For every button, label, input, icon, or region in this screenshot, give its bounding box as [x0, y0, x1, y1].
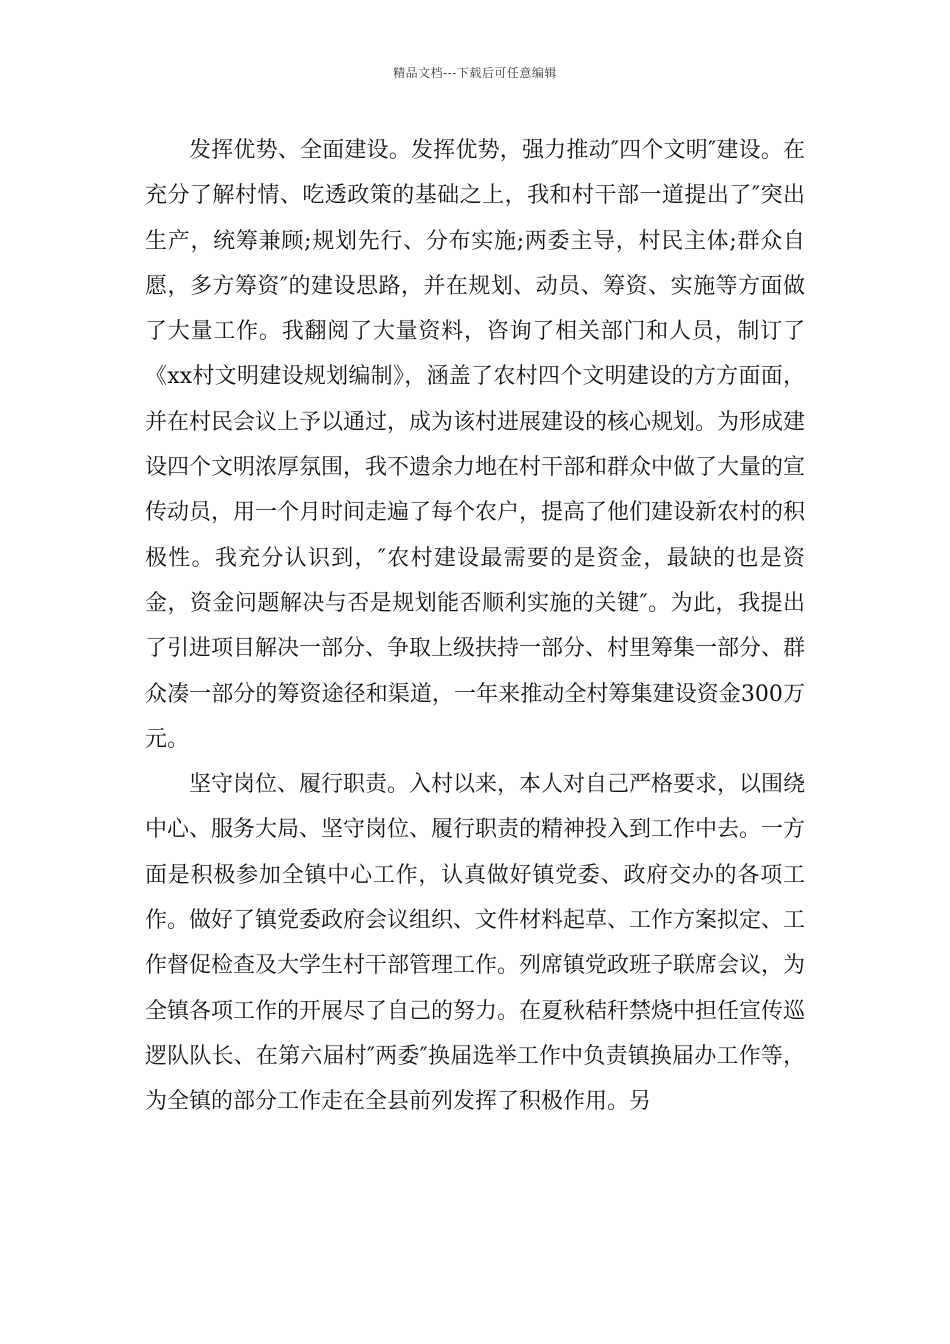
- paragraph-1: 发挥优势、全面建设。发挥优势，强力推动″四个文明″建设。在充分了解村情、吃透政策的基础之上，我和村干部一道提出了″突出生产，统筹兼顾;规划先行、分布实施;两委主导，村民主体;群众自愿，多方筹资″的建设思路，并在规划、动员、筹资、实施等方面做了大量工作。我翻阅了大量资料，咨询了相关部门和人员，制订了《xx村文明建设规划编制》，涵盖了农村四个文明建设的方方面面，并在村民会议上予以通过，成为该村进展建设的核心规划。为形成建设四个文明浓厚氛围，我不遗余力地在村干部和群众中做了大量的宣传动员，用一个月时间走遍了每个农户，提高了他们建设新农村的积极性。我充分认识到，″农村建设最需要的是资金，最缺的也是资金，资金问题解决与否是规划能否顺利实施的关键″。为此，我提出了引进项目解决一部分、争取上级扶持一部分、村里筹集一部分、群众凑一部分的筹资途径和渠道，一年来推动全村筹集建设资金300万元。: [145, 138, 806, 752]
- document-body: [145, 128, 805, 1125]
- paragraph-2: 坚守岗位、履行职责。入村以来，本人对自己严格要求，以围绕中心、服务大局、坚守岗位、履行职责的精神投入到工作中去。一方面是积极参加全镇中心工作，认真做好镇党委、政府交办的各项工作。做好了镇党委政府会议组织、文件材料起草、工作方案拟定、工作督促检查及大学生村干部管理工作。列席镇党政班子联席会议，为全镇各项工作的开展尽了自己的努力。在夏秋秸秆禁烧中担任宣传巡逻队队长、在第六届村″两委″换届选举工作中负责镇换届办工作等，为全镇的部分工作走在全县前列发挥了积极作用。另: [145, 772, 806, 1115]
- page-header: 精品文档---下载后可任意编辑: [393, 66, 557, 80]
